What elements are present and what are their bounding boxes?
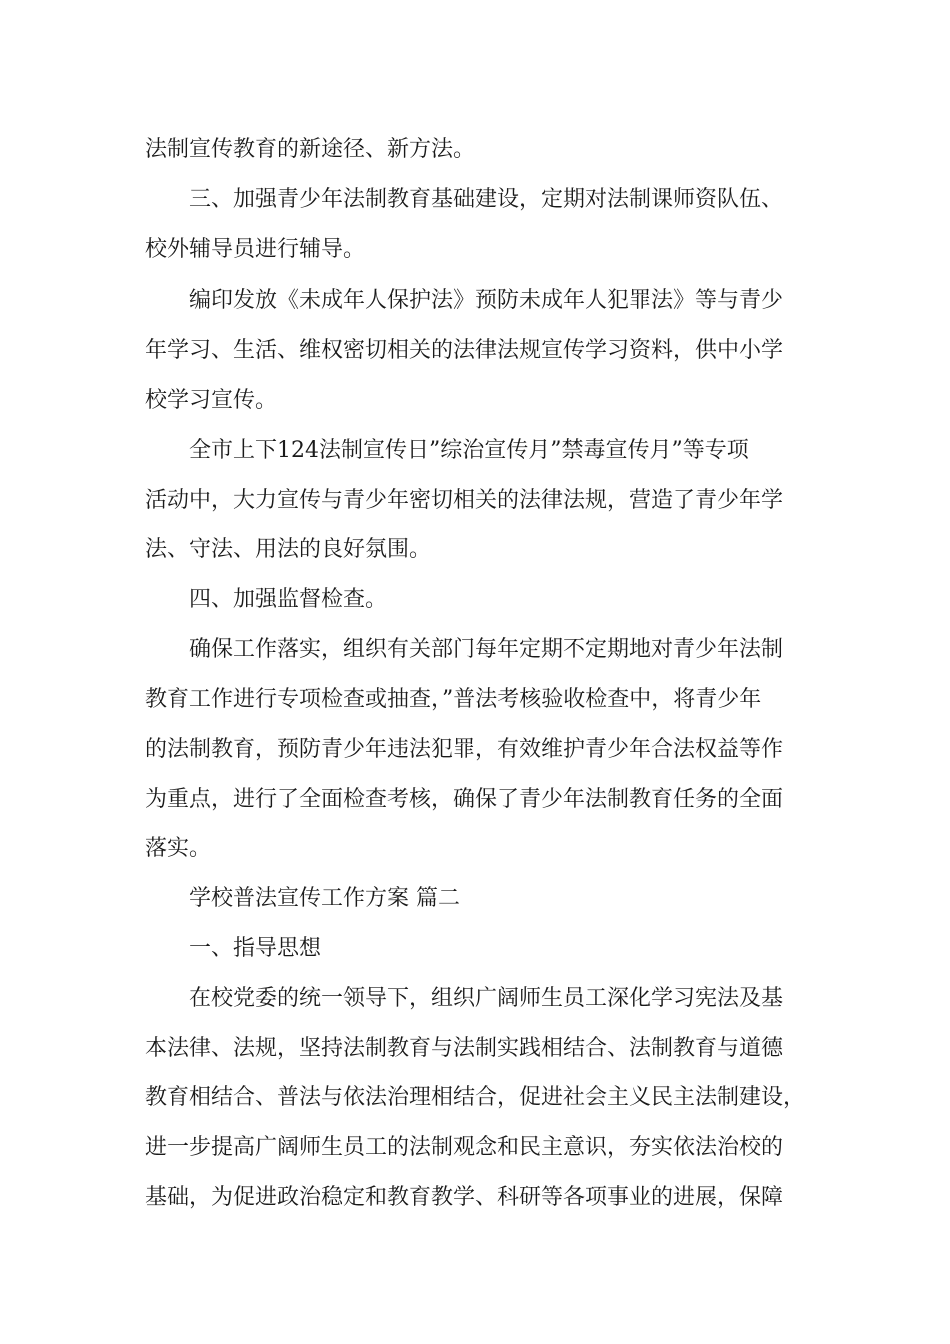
text-line: 落实。 (145, 836, 212, 861)
section-heading-4: 四、加强监督检查。 (189, 587, 388, 612)
document-subtitle: 学校普法宣传工作方案 篇二 (189, 886, 460, 911)
text-line: 全市上下124法制宣传日”综治宣传月”禁毒宣传月”等专项 (189, 438, 749, 463)
text-line: 教育相结合、普法与依法治理相结合，促进社会主义民主法制建设， (145, 1085, 806, 1110)
text-line: 活动中，大力宣传与青少年密切相关的法律法规，营造了青少年学 (145, 488, 784, 513)
text-line: 编印发放《未成年人保护法》预防未成年人犯罪法》等与青少 (189, 288, 784, 313)
text-line: 确保工作落实，组织有关部门每年定期不定期地对青少年法制 (189, 637, 784, 662)
section-heading-3: 三、加强青少年法制教育基础建设，定期对法制课师资队伍、 (189, 187, 784, 212)
text-line: 的法制教育，预防青少年违法犯罪，有效维护青少年合法权益等作 (145, 737, 784, 762)
text-line: 为重点，进行了全面检查考核，确保了青少年法制教育任务的全面 (145, 787, 784, 812)
text-line: 法制宣传教育的新途径、新方法。 (145, 137, 476, 162)
section-heading-1: 一、指导思想 (189, 936, 322, 961)
text-line: 法、守法、用法的良好氛围。 (145, 537, 432, 562)
text-line: 教育工作进行专项检查或抽查，”普法考核验收检查中，将青少年 (145, 687, 762, 712)
text-line: 本法律、法规，坚持法制教育与法制实践相结合、法制教育与道德 (145, 1036, 784, 1061)
text-line: 基础，为促进政治稳定和教育教学、科研等各项事业的进展，保障 (145, 1185, 784, 1210)
text-line: 在校党委的统一领导下，组织广阔师生员工深化学习宪法及基 (189, 986, 784, 1011)
text-line: 校学习宣传。 (145, 388, 278, 413)
text-line: 进一步提高广阔师生员工的法制观念和民主意识，夯实依法治校的 (145, 1135, 784, 1160)
text-line: 年学习、生活、维权密切相关的法律法规宣传学习资料，供中小学 (145, 338, 784, 363)
text-line: 校外辅导员进行辅导。 (145, 237, 366, 262)
